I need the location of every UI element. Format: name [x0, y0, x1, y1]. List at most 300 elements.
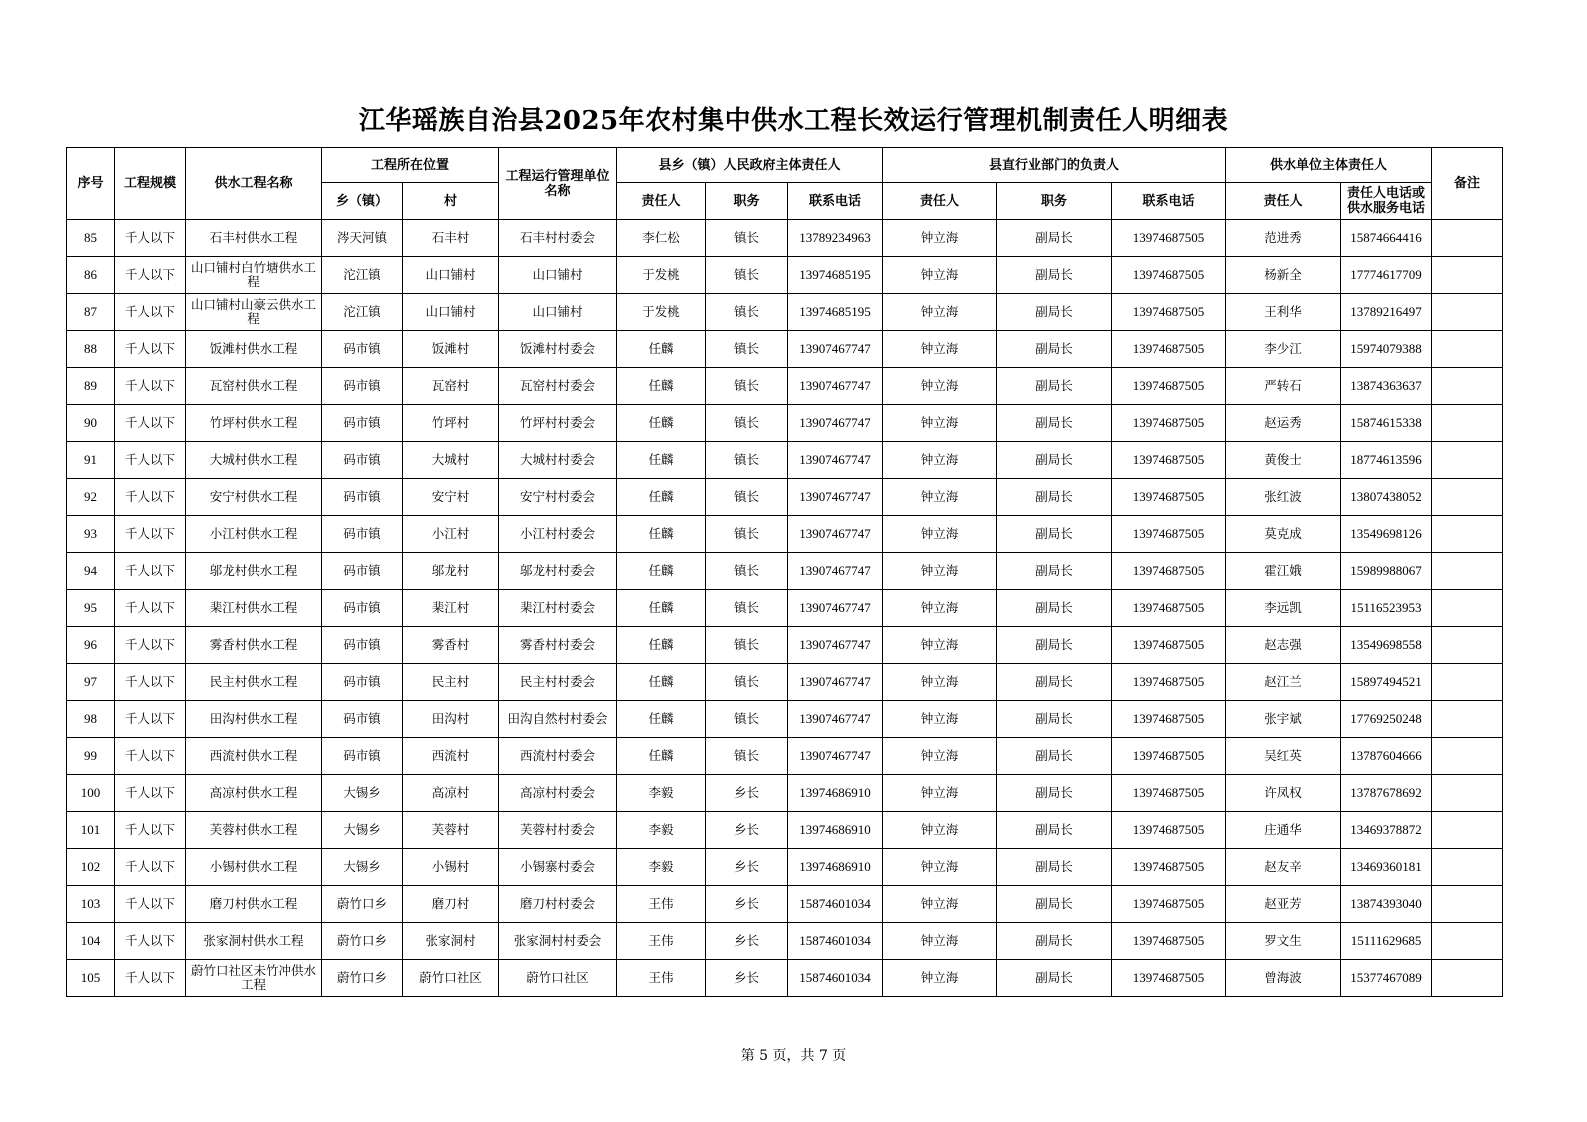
cell-scale: 千人以下 — [115, 738, 186, 775]
cell-gov-position: 镇长 — [706, 664, 788, 701]
cell-scale: 千人以下 — [115, 627, 186, 664]
cell-seq: 102 — [67, 849, 115, 886]
cell-village: 瓦窑村 — [403, 368, 499, 405]
table-row — [67, 368, 1503, 405]
cell-dept-phone: 13974687505 — [1112, 590, 1226, 627]
cell-mgmt-unit: 田沟自然村村委会 — [499, 701, 617, 738]
cell-supply-person: 许凤权 — [1226, 775, 1341, 812]
cell-village: 芙蓉村 — [403, 812, 499, 849]
cell-dept-person: 钟立海 — [883, 627, 997, 664]
cell-dept-phone: 13974687505 — [1112, 479, 1226, 516]
header-gov-person: 责任人 — [617, 183, 706, 220]
cell-mgmt-unit: 山口铺村 — [499, 257, 617, 294]
cell-supply-phone: 13789216497 — [1341, 294, 1432, 331]
cell-supply-phone: 13469378872 — [1341, 812, 1432, 849]
cell-project-name: 民主村供水工程 — [186, 664, 322, 701]
cell-scale: 千人以下 — [115, 923, 186, 960]
cell-supply-phone: 13874363637 — [1341, 368, 1432, 405]
cell-project-name: 安宁村供水工程 — [186, 479, 322, 516]
cell-dept-position: 副局长 — [997, 220, 1112, 257]
cell-scale: 千人以下 — [115, 886, 186, 923]
cell-mgmt-unit: 大城村村委会 — [499, 442, 617, 479]
cell-gov-phone: 13907467747 — [788, 590, 883, 627]
cell-dept-position: 副局长 — [997, 960, 1112, 997]
cell-town: 蔚竹口乡 — [322, 960, 403, 997]
cell-scale: 千人以下 — [115, 294, 186, 331]
cell-dept-phone: 13974687505 — [1112, 923, 1226, 960]
cell-gov-person: 王伟 — [617, 923, 706, 960]
cell-remarks — [1432, 442, 1503, 479]
cell-gov-position: 镇长 — [706, 368, 788, 405]
cell-gov-position: 镇长 — [706, 553, 788, 590]
cell-dept-position: 副局长 — [997, 368, 1112, 405]
cell-seq: 98 — [67, 701, 115, 738]
cell-gov-position: 乡长 — [706, 849, 788, 886]
cell-gov-position: 镇长 — [706, 479, 788, 516]
table-row — [67, 220, 1503, 257]
cell-project-name: 山口铺村白竹塘供水工程 — [186, 257, 322, 294]
cell-gov-position: 镇长 — [706, 294, 788, 331]
cell-scale: 千人以下 — [115, 849, 186, 886]
cell-supply-person: 赵亚芳 — [1226, 886, 1341, 923]
cell-town: 蔚竹口乡 — [322, 886, 403, 923]
cell-gov-person: 任麟 — [617, 590, 706, 627]
cell-dept-phone: 13974687505 — [1112, 220, 1226, 257]
cell-town: 沱江镇 — [322, 257, 403, 294]
cell-seq: 86 — [67, 257, 115, 294]
responsibility-table — [66, 147, 1503, 997]
cell-remarks — [1432, 553, 1503, 590]
cell-dept-person: 钟立海 — [883, 849, 997, 886]
cell-remarks — [1432, 738, 1503, 775]
cell-village: 田沟村 — [403, 701, 499, 738]
cell-scale: 千人以下 — [115, 331, 186, 368]
cell-gov-phone: 13974685195 — [788, 294, 883, 331]
cell-scale: 千人以下 — [115, 590, 186, 627]
cell-dept-person: 钟立海 — [883, 812, 997, 849]
cell-dept-phone: 13974687505 — [1112, 627, 1226, 664]
cell-gov-person: 任麟 — [617, 553, 706, 590]
cell-gov-person: 李毅 — [617, 812, 706, 849]
cell-town: 蔚竹口乡 — [322, 923, 403, 960]
cell-supply-phone: 13469360181 — [1341, 849, 1432, 886]
cell-gov-position: 乡长 — [706, 923, 788, 960]
cell-supply-phone: 13874393040 — [1341, 886, 1432, 923]
cell-gov-phone: 15874601034 — [788, 960, 883, 997]
cell-gov-person: 王伟 — [617, 960, 706, 997]
cell-dept-position: 副局长 — [997, 775, 1112, 812]
header-seq: 序号 — [67, 148, 115, 220]
cell-seq: 92 — [67, 479, 115, 516]
cell-dept-position: 副局长 — [997, 294, 1112, 331]
cell-project-name: 石丰村供水工程 — [186, 220, 322, 257]
cell-supply-person: 严转石 — [1226, 368, 1341, 405]
cell-supply-person: 李少江 — [1226, 331, 1341, 368]
cell-scale: 千人以下 — [115, 257, 186, 294]
cell-supply-phone: 13807438052 — [1341, 479, 1432, 516]
cell-gov-position: 乡长 — [706, 775, 788, 812]
header-gov-group: 县乡（镇）人民政府主体责任人 — [617, 148, 883, 183]
cell-dept-person: 钟立海 — [883, 664, 997, 701]
cell-seq: 104 — [67, 923, 115, 960]
cell-supply-person: 庄通华 — [1226, 812, 1341, 849]
cell-project-name: 田沟村供水工程 — [186, 701, 322, 738]
cell-seq: 101 — [67, 812, 115, 849]
cell-dept-position: 副局长 — [997, 923, 1112, 960]
cell-gov-phone: 13907467747 — [788, 701, 883, 738]
cell-dept-phone: 13974687505 — [1112, 553, 1226, 590]
cell-supply-person: 杨新全 — [1226, 257, 1341, 294]
cell-seq: 90 — [67, 405, 115, 442]
cell-supply-phone: 13787604666 — [1341, 738, 1432, 775]
page-footer: 第 5 页，共 7 页 — [740, 1048, 847, 1064]
cell-town: 大锡乡 — [322, 775, 403, 812]
cell-project-name: 大城村供水工程 — [186, 442, 322, 479]
cell-gov-person: 任麟 — [617, 664, 706, 701]
cell-supply-person: 赵运秀 — [1226, 405, 1341, 442]
cell-village: 邬龙村 — [403, 553, 499, 590]
cell-dept-phone: 13974687505 — [1112, 294, 1226, 331]
cell-dept-person: 钟立海 — [883, 553, 997, 590]
cell-gov-position: 乡长 — [706, 886, 788, 923]
cell-dept-person: 钟立海 — [883, 516, 997, 553]
cell-gov-position: 镇长 — [706, 331, 788, 368]
cell-gov-position: 镇长 — [706, 738, 788, 775]
cell-dept-phone: 13974687505 — [1112, 664, 1226, 701]
cell-mgmt-unit: 安宁村村委会 — [499, 479, 617, 516]
table-row — [67, 923, 1503, 960]
cell-supply-person: 赵志强 — [1226, 627, 1341, 664]
cell-village: 山口铺村 — [403, 294, 499, 331]
cell-gov-person: 任麟 — [617, 479, 706, 516]
cell-supply-phone: 15974079388 — [1341, 331, 1432, 368]
cell-town: 码市镇 — [322, 738, 403, 775]
cell-seq: 91 — [67, 442, 115, 479]
cell-dept-person: 钟立海 — [883, 368, 997, 405]
cell-dept-phone: 13974687505 — [1112, 516, 1226, 553]
cell-mgmt-unit: 山口铺村 — [499, 294, 617, 331]
cell-scale: 千人以下 — [115, 960, 186, 997]
cell-village: 竹坪村 — [403, 405, 499, 442]
cell-village: 棐江村 — [403, 590, 499, 627]
cell-gov-phone: 13907467747 — [788, 331, 883, 368]
cell-supply-person: 吴红英 — [1226, 738, 1341, 775]
cell-gov-person: 于发桃 — [617, 294, 706, 331]
cell-dept-position: 副局长 — [997, 590, 1112, 627]
cell-mgmt-unit: 瓦窑村村委会 — [499, 368, 617, 405]
cell-town: 沱江镇 — [322, 294, 403, 331]
cell-mgmt-unit: 蔚竹口社区 — [499, 960, 617, 997]
cell-project-name: 瓦窑村供水工程 — [186, 368, 322, 405]
cell-supply-phone: 15377467089 — [1341, 960, 1432, 997]
cell-supply-phone: 13549698558 — [1341, 627, 1432, 664]
cell-gov-person: 任麟 — [617, 331, 706, 368]
cell-village: 山口铺村 — [403, 257, 499, 294]
cell-supply-person: 赵友辛 — [1226, 849, 1341, 886]
table-row — [67, 701, 1503, 738]
cell-supply-phone: 17774617709 — [1341, 257, 1432, 294]
cell-village: 小江村 — [403, 516, 499, 553]
cell-gov-position: 镇长 — [706, 590, 788, 627]
cell-seq: 89 — [67, 368, 115, 405]
cell-scale: 千人以下 — [115, 368, 186, 405]
cell-town: 码市镇 — [322, 590, 403, 627]
cell-supply-phone: 15116523953 — [1341, 590, 1432, 627]
cell-gov-phone: 13907467747 — [788, 442, 883, 479]
cell-gov-person: 任麟 — [617, 627, 706, 664]
cell-gov-person: 任麟 — [617, 368, 706, 405]
table-row — [67, 294, 1503, 331]
cell-town: 大锡乡 — [322, 849, 403, 886]
cell-supply-phone: 15111629685 — [1341, 923, 1432, 960]
cell-remarks — [1432, 812, 1503, 849]
cell-supply-phone: 15989988067 — [1341, 553, 1432, 590]
cell-gov-position: 乡长 — [706, 960, 788, 997]
cell-dept-position: 副局长 — [997, 257, 1112, 294]
cell-village: 小锡村 — [403, 849, 499, 886]
cell-supply-person: 张红波 — [1226, 479, 1341, 516]
cell-supply-person: 曾海波 — [1226, 960, 1341, 997]
cell-dept-phone: 13974687505 — [1112, 701, 1226, 738]
table-row — [67, 775, 1503, 812]
header-row-1 — [67, 148, 1503, 183]
cell-project-name: 蔚竹口社区未竹冲供水工程 — [186, 960, 322, 997]
table-row — [67, 516, 1503, 553]
cell-town: 码市镇 — [322, 664, 403, 701]
header-location: 工程所在位置 — [322, 148, 499, 183]
cell-project-name: 高凉村供水工程 — [186, 775, 322, 812]
cell-supply-phone: 15874615338 — [1341, 405, 1432, 442]
cell-dept-person: 钟立海 — [883, 294, 997, 331]
cell-seq: 96 — [67, 627, 115, 664]
cell-seq: 93 — [67, 516, 115, 553]
cell-gov-position: 镇长 — [706, 627, 788, 664]
cell-mgmt-unit: 棐江村村委会 — [499, 590, 617, 627]
cell-project-name: 邬龙村供水工程 — [186, 553, 322, 590]
table-row — [67, 405, 1503, 442]
cell-remarks — [1432, 405, 1503, 442]
cell-scale: 千人以下 — [115, 516, 186, 553]
cell-remarks — [1432, 775, 1503, 812]
cell-supply-person: 范进秀 — [1226, 220, 1341, 257]
cell-project-name: 张家洞村供水工程 — [186, 923, 322, 960]
cell-dept-phone: 13974687505 — [1112, 331, 1226, 368]
cell-dept-position: 副局长 — [997, 849, 1112, 886]
cell-gov-person: 李仁松 — [617, 220, 706, 257]
cell-supply-phone: 15897494521 — [1341, 664, 1432, 701]
cell-dept-phone: 13974687505 — [1112, 886, 1226, 923]
cell-village: 饭滩村 — [403, 331, 499, 368]
table-row — [67, 849, 1503, 886]
cell-seq: 85 — [67, 220, 115, 257]
cell-supply-person: 张宇斌 — [1226, 701, 1341, 738]
cell-remarks — [1432, 627, 1503, 664]
cell-seq: 95 — [67, 590, 115, 627]
table-body — [67, 220, 1503, 997]
cell-dept-person: 钟立海 — [883, 960, 997, 997]
cell-seq: 100 — [67, 775, 115, 812]
cell-supply-person: 罗文生 — [1226, 923, 1341, 960]
cell-remarks — [1432, 331, 1503, 368]
cell-dept-position: 副局长 — [997, 442, 1112, 479]
cell-dept-phone: 13974687505 — [1112, 368, 1226, 405]
cell-dept-phone: 13974687505 — [1112, 738, 1226, 775]
cell-gov-position: 镇长 — [706, 516, 788, 553]
cell-remarks — [1432, 664, 1503, 701]
table-row — [67, 257, 1503, 294]
cell-village: 民主村 — [403, 664, 499, 701]
cell-dept-phone: 13974687505 — [1112, 442, 1226, 479]
cell-town: 码市镇 — [322, 368, 403, 405]
cell-scale: 千人以下 — [115, 812, 186, 849]
cell-remarks — [1432, 479, 1503, 516]
cell-dept-phone: 13974687505 — [1112, 257, 1226, 294]
cell-dept-person: 钟立海 — [883, 331, 997, 368]
cell-supply-person: 李远凯 — [1226, 590, 1341, 627]
cell-dept-position: 副局长 — [997, 405, 1112, 442]
cell-dept-person: 钟立海 — [883, 738, 997, 775]
cell-mgmt-unit: 小江村村委会 — [499, 516, 617, 553]
cell-gov-phone: 13907467747 — [788, 738, 883, 775]
cell-remarks — [1432, 886, 1503, 923]
cell-mgmt-unit: 民主村村委会 — [499, 664, 617, 701]
cell-mgmt-unit: 小锡寨村委会 — [499, 849, 617, 886]
cell-supply-person: 赵江兰 — [1226, 664, 1341, 701]
cell-village: 高凉村 — [403, 775, 499, 812]
cell-gov-person: 于发桃 — [617, 257, 706, 294]
cell-gov-person: 王伟 — [617, 886, 706, 923]
cell-gov-phone: 13907467747 — [788, 664, 883, 701]
cell-gov-person: 任麟 — [617, 701, 706, 738]
cell-gov-phone: 13907467747 — [788, 627, 883, 664]
table-row — [67, 331, 1503, 368]
cell-gov-position: 镇长 — [706, 405, 788, 442]
cell-town: 码市镇 — [322, 701, 403, 738]
cell-project-name: 小锡村供水工程 — [186, 849, 322, 886]
cell-gov-position: 镇长 — [706, 442, 788, 479]
cell-supply-person: 黄俊士 — [1226, 442, 1341, 479]
table-row — [67, 442, 1503, 479]
cell-dept-position: 副局长 — [997, 812, 1112, 849]
cell-gov-phone: 13907467747 — [788, 405, 883, 442]
table-row — [67, 627, 1503, 664]
cell-village: 安宁村 — [403, 479, 499, 516]
cell-scale: 千人以下 — [115, 701, 186, 738]
cell-town: 码市镇 — [322, 627, 403, 664]
cell-village: 石丰村 — [403, 220, 499, 257]
cell-dept-position: 副局长 — [997, 664, 1112, 701]
cell-town: 码市镇 — [322, 442, 403, 479]
cell-mgmt-unit: 西流村村委会 — [499, 738, 617, 775]
cell-dept-phone: 13974687505 — [1112, 849, 1226, 886]
cell-supply-phone: 13549698126 — [1341, 516, 1432, 553]
cell-scale: 千人以下 — [115, 442, 186, 479]
cell-project-name: 山口铺村山豪云供水工程 — [186, 294, 322, 331]
cell-gov-phone: 13907467747 — [788, 479, 883, 516]
table-row — [67, 479, 1503, 516]
table-row — [67, 590, 1503, 627]
table-row — [67, 812, 1503, 849]
cell-supply-person: 霍江娥 — [1226, 553, 1341, 590]
cell-dept-person: 钟立海 — [883, 405, 997, 442]
cell-gov-person: 任麟 — [617, 405, 706, 442]
cell-dept-person: 钟立海 — [883, 442, 997, 479]
header-project-name: 供水工程名称 — [186, 148, 322, 220]
cell-seq: 97 — [67, 664, 115, 701]
cell-scale: 千人以下 — [115, 220, 186, 257]
cell-seq: 99 — [67, 738, 115, 775]
cell-remarks — [1432, 516, 1503, 553]
table-row — [67, 738, 1503, 775]
cell-town: 码市镇 — [322, 479, 403, 516]
cell-scale: 千人以下 — [115, 664, 186, 701]
cell-remarks — [1432, 923, 1503, 960]
cell-dept-person: 钟立海 — [883, 923, 997, 960]
cell-gov-phone: 13907467747 — [788, 368, 883, 405]
cell-scale: 千人以下 — [115, 775, 186, 812]
cell-dept-person: 钟立海 — [883, 701, 997, 738]
cell-gov-position: 镇长 — [706, 257, 788, 294]
cell-supply-person: 王利华 — [1226, 294, 1341, 331]
cell-dept-position: 副局长 — [997, 553, 1112, 590]
cell-gov-phone: 13907467747 — [788, 553, 883, 590]
cell-project-name: 芙蓉村供水工程 — [186, 812, 322, 849]
cell-supply-phone: 18774613596 — [1341, 442, 1432, 479]
header-remarks: 备注 — [1432, 148, 1503, 220]
cell-gov-person: 任麟 — [617, 738, 706, 775]
cell-dept-person: 钟立海 — [883, 220, 997, 257]
cell-project-name: 棐江村供水工程 — [186, 590, 322, 627]
cell-mgmt-unit: 邬龙村村委会 — [499, 553, 617, 590]
cell-project-name: 西流村供水工程 — [186, 738, 322, 775]
cell-remarks — [1432, 294, 1503, 331]
table-row — [67, 960, 1503, 997]
cell-village: 磨刀村 — [403, 886, 499, 923]
cell-dept-position: 副局长 — [997, 738, 1112, 775]
header-town: 乡（镇） — [322, 183, 403, 220]
cell-seq: 105 — [67, 960, 115, 997]
cell-supply-person: 莫克成 — [1226, 516, 1341, 553]
table-row — [67, 553, 1503, 590]
cell-village: 大城村 — [403, 442, 499, 479]
header-gov-phone: 联系电话 — [788, 183, 883, 220]
cell-gov-phone: 13907467747 — [788, 516, 883, 553]
cell-supply-phone: 17769250248 — [1341, 701, 1432, 738]
table-row — [67, 886, 1503, 923]
cell-dept-phone: 13974687505 — [1112, 775, 1226, 812]
cell-project-name: 饭滩村供水工程 — [186, 331, 322, 368]
cell-gov-phone: 13974686910 — [788, 849, 883, 886]
header-supply-phone: 责任人电话或供水服务电话 — [1341, 183, 1432, 220]
table-row — [67, 664, 1503, 701]
header-gov-position: 职务 — [706, 183, 788, 220]
header-supply-group: 供水单位主体责任人 — [1226, 148, 1432, 183]
cell-dept-position: 副局长 — [997, 516, 1112, 553]
header-mgmt-unit: 工程运行管理单位名称 — [499, 148, 617, 220]
cell-gov-phone: 15874601034 — [788, 923, 883, 960]
cell-dept-person: 钟立海 — [883, 886, 997, 923]
cell-mgmt-unit: 高凉村村委会 — [499, 775, 617, 812]
cell-scale: 千人以下 — [115, 553, 186, 590]
cell-gov-person: 李毅 — [617, 775, 706, 812]
cell-mgmt-unit: 雾香村村委会 — [499, 627, 617, 664]
header-village: 村 — [403, 183, 499, 220]
cell-supply-phone: 13787678692 — [1341, 775, 1432, 812]
cell-seq: 103 — [67, 886, 115, 923]
cell-dept-phone: 13974687505 — [1112, 405, 1226, 442]
cell-remarks — [1432, 257, 1503, 294]
cell-dept-phone: 13974687505 — [1112, 812, 1226, 849]
